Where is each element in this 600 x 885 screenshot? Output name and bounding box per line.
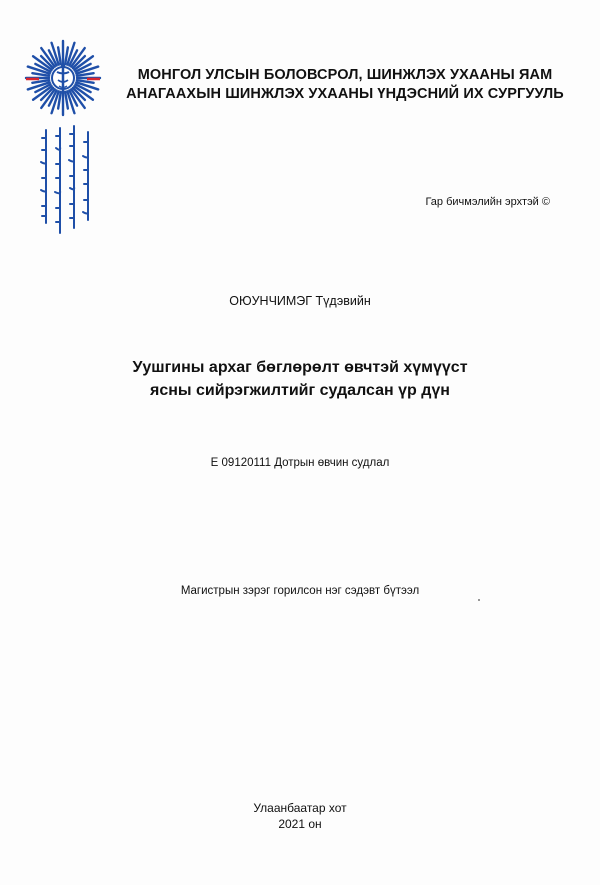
copyright-notice: Гар бичмэлийн эрхтэй © <box>425 196 550 208</box>
specialty-code: Е 09120111 Дотрын өвчин судлал <box>210 457 390 469</box>
scan-speck <box>478 599 480 601</box>
degree-statement: Магистрын зэрэг горилсон нэг сэдэвт бүтээл <box>180 585 420 597</box>
year: 2021 он <box>278 817 322 831</box>
author-name: ОЮУНЧИМЭГ Түдэвийн <box>229 294 371 308</box>
university-line-2: АНАГААХЫН ШИНЖЛЭХ УХААНЫ ҮНДЭСНИЙ ИХ СУРГУУЛЬ <box>126 86 564 102</box>
university-logo-emblem-icon <box>18 38 108 238</box>
city: Улаанбаатар хот <box>253 801 347 815</box>
thesis-title-line-1: Уушгины архаг бөглөрөлт өвчтэй хүмүүст <box>132 359 468 376</box>
mongolian-script-columns <box>41 126 88 233</box>
place-and-year <box>0 800 600 832</box>
ministry-line-1: МОНГОЛ УЛСЫН БОЛОВСРОЛ, ШИНЖЛЭХ УХААНЫ ЯАМ <box>137 67 553 83</box>
ministry-heading <box>110 66 580 104</box>
thesis-title <box>0 356 600 402</box>
thesis-title-line-2: ясны сийрэгжилтийг судалсан үр дүн <box>150 382 450 399</box>
